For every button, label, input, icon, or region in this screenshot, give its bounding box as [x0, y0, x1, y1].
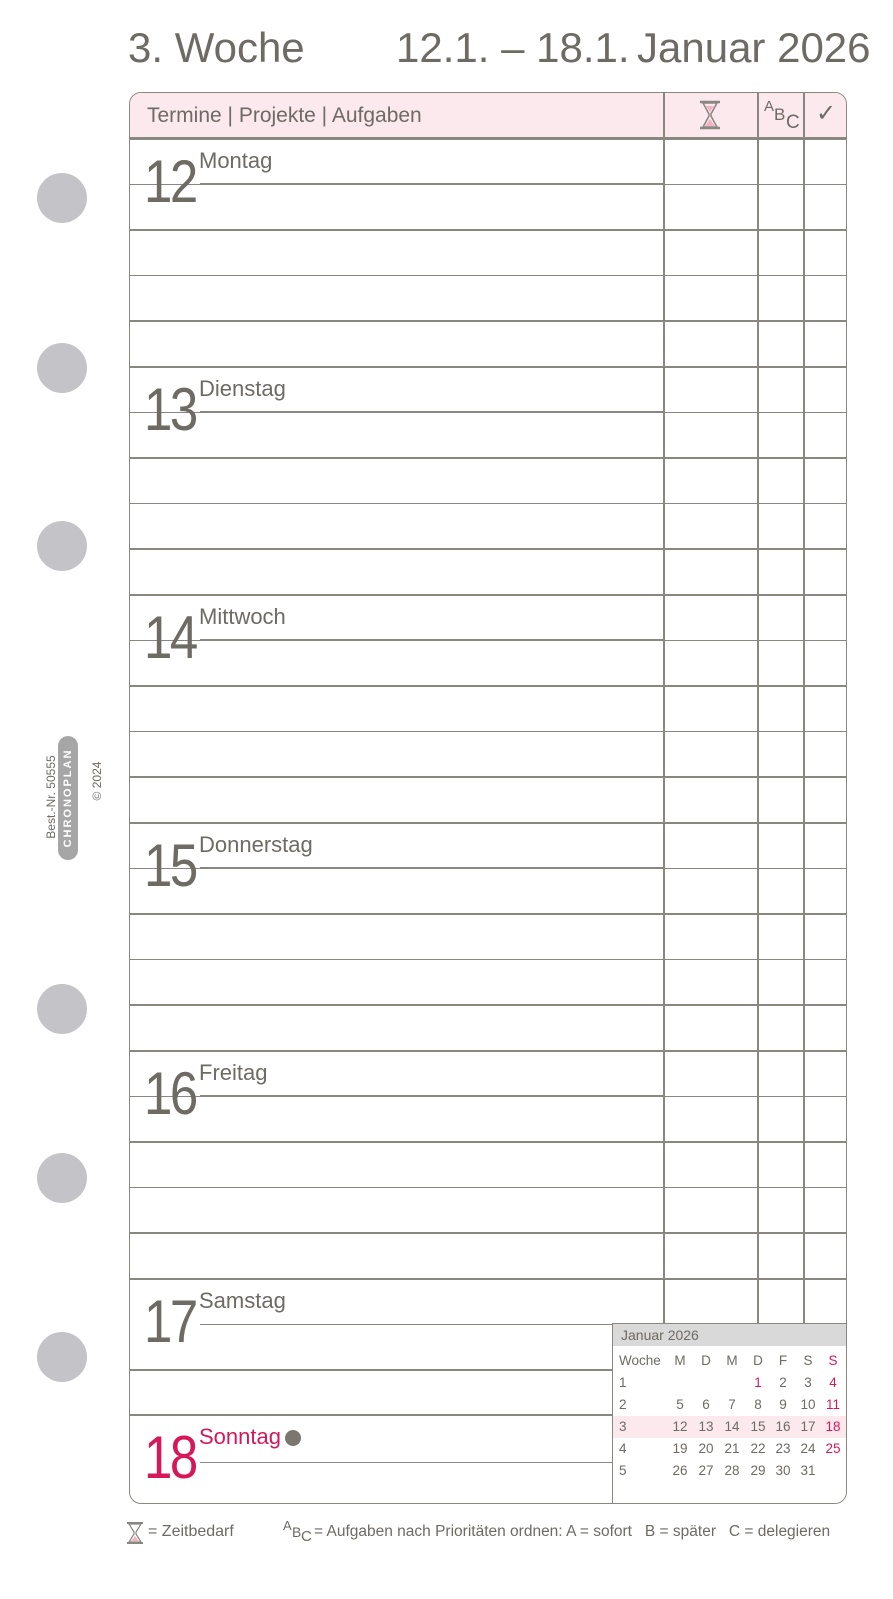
- weekday-header: D: [701, 1353, 711, 1368]
- time-tick: [663, 732, 665, 745]
- date-cell: 26: [672, 1463, 688, 1478]
- side-imprint: [34, 748, 104, 850]
- time-tick: [663, 1233, 665, 1246]
- week-number: 2: [619, 1397, 627, 1412]
- time-tick: [663, 367, 665, 380]
- day-name: Sonntag: [199, 1424, 281, 1449]
- date-cell: 20: [698, 1441, 714, 1456]
- date-cell: 28: [724, 1463, 740, 1478]
- row-line: [130, 1004, 846, 1006]
- mini-calendar-week: [613, 1372, 847, 1394]
- date-cell: 11: [825, 1397, 840, 1412]
- day-number: 16: [144, 1060, 196, 1127]
- copyright: © 2024: [90, 761, 104, 801]
- time-tick: [663, 1097, 665, 1110]
- day-separator: [130, 138, 846, 140]
- time-tick: [663, 1142, 665, 1155]
- day-name: Donnerstag: [199, 832, 313, 857]
- mini-calendar-week: [613, 1394, 847, 1416]
- day-separator: [130, 1414, 612, 1416]
- order-number: Best.-Nr. 50555: [44, 755, 58, 839]
- priority-a: A: [764, 98, 775, 115]
- date-cell: 24: [800, 1441, 816, 1456]
- day-number: 12: [144, 148, 196, 215]
- day-number: 14: [144, 604, 196, 671]
- day-separator: [130, 1050, 846, 1052]
- mini-calendar-title: Januar 2026: [613, 1324, 847, 1346]
- mini-calendar-week: [613, 1460, 847, 1482]
- weekday-header: M: [726, 1353, 738, 1368]
- row-line: [130, 275, 846, 277]
- day-number: 18: [144, 1424, 196, 1491]
- row-line: [130, 320, 846, 322]
- date-cell: 12: [672, 1419, 688, 1434]
- day-separator: [130, 366, 846, 368]
- week-number: 3: [619, 1419, 627, 1434]
- day-name: Dienstag: [199, 376, 286, 401]
- row-line: [130, 913, 846, 915]
- row-line: [130, 1369, 612, 1371]
- day-name: Samstag: [199, 1288, 286, 1313]
- date-cell: 14: [724, 1419, 740, 1434]
- priority-legend: = Aufgaben nach Prioritäten ordnen: A = sofort B = später C = delegieren: [314, 1523, 831, 1540]
- time-tick: [663, 869, 665, 882]
- priority-column-divider: [757, 93, 759, 1323]
- time-tick: [663, 1051, 665, 1064]
- date-cell: 9: [779, 1397, 787, 1412]
- time-tick: [663, 595, 665, 608]
- legend-prio-c: C: [301, 1528, 312, 1545]
- date-cell: 25: [825, 1441, 841, 1456]
- row-line: [130, 1187, 846, 1189]
- time-tick: [663, 185, 665, 198]
- row-line: [130, 685, 846, 687]
- planner-grid: [129, 92, 847, 1504]
- brand-logo: CHRONOPLAN: [58, 736, 78, 860]
- punch-hole: [37, 984, 87, 1034]
- row-line: [130, 457, 846, 459]
- time-tick: [663, 1005, 665, 1018]
- date-cell: 19: [672, 1441, 688, 1456]
- weekday-header: D: [753, 1353, 763, 1368]
- punch-hole: [37, 343, 87, 393]
- date-cell: 7: [728, 1397, 736, 1412]
- row-line: [130, 731, 846, 733]
- priority-c: C: [786, 112, 800, 133]
- time-tick: [663, 823, 665, 836]
- day-separator: [130, 1278, 846, 1280]
- mini-calendar-week: [613, 1438, 847, 1460]
- row-line: [130, 1232, 846, 1234]
- date-range: 12.1. – 18.1.: [396, 24, 630, 71]
- date-cell: 6: [702, 1397, 710, 1412]
- date-cell: 15: [750, 1419, 766, 1434]
- day-number: 13: [144, 376, 196, 443]
- date-cell: 23: [775, 1441, 791, 1456]
- day-name-underline: [200, 639, 663, 641]
- day-name: Montag: [199, 148, 273, 173]
- time-tick: [663, 1279, 665, 1292]
- time-tick: [663, 504, 665, 517]
- weekday-header: F: [778, 1353, 788, 1368]
- week-number: 1: [619, 1375, 627, 1390]
- date-cell: 3: [804, 1375, 812, 1390]
- week-number: 4: [619, 1441, 627, 1456]
- weekday-header: M: [674, 1353, 686, 1368]
- date-cell: 1: [754, 1375, 762, 1390]
- priority-b: B: [774, 105, 786, 124]
- day-name-underline: [200, 867, 663, 869]
- day-name-underline: [200, 183, 663, 185]
- day-name-underline: [200, 1324, 612, 1326]
- hourglass-icon: [127, 1522, 143, 1544]
- time-legend: = Zeitbedarf: [148, 1523, 234, 1540]
- date-cell: 21: [724, 1441, 740, 1456]
- date-cell: 5: [676, 1397, 684, 1412]
- month-year: Januar 2026: [637, 24, 871, 71]
- day-number: 15: [144, 832, 196, 899]
- date-cell: 17: [800, 1419, 816, 1434]
- row-line: [130, 229, 846, 231]
- date-cell: 30: [775, 1463, 791, 1478]
- priority-column-label: [762, 96, 802, 134]
- check-column-label: ✓: [816, 100, 837, 127]
- row-line: [130, 959, 846, 961]
- date-cell: 13: [698, 1419, 714, 1434]
- legend-prio-a: A: [283, 1518, 292, 1533]
- time-tick: [663, 641, 665, 654]
- row-line: [130, 1141, 846, 1143]
- weekday-header: S: [803, 1353, 813, 1368]
- punch-hole: [37, 1153, 87, 1203]
- date-cell: 22: [750, 1441, 766, 1456]
- time-tick: [663, 139, 665, 152]
- day-name-underline: [200, 411, 663, 413]
- time-tick: [663, 914, 665, 927]
- date-cell: 29: [750, 1463, 766, 1478]
- weekday-header: S: [828, 1353, 838, 1368]
- time-tick: [663, 549, 665, 562]
- legend-prio-b: B: [292, 1524, 302, 1540]
- check-column-divider: [803, 93, 805, 1323]
- mini-calendar: [612, 1323, 847, 1504]
- date-cell: 31: [800, 1463, 816, 1478]
- date-cell: 8: [754, 1397, 762, 1412]
- sunday-dot: [285, 1430, 301, 1446]
- time-tick: [663, 1188, 665, 1201]
- week-header: Woche: [619, 1353, 661, 1368]
- day-separator: [130, 594, 846, 596]
- date-cell: 4: [829, 1375, 837, 1390]
- time-tick: [663, 230, 665, 243]
- date-cell: 2: [779, 1375, 787, 1390]
- day-number: 17: [144, 1288, 196, 1355]
- week-number: 5: [619, 1463, 627, 1478]
- mini-calendar-week: [613, 1416, 847, 1438]
- day-name-underline: [200, 1095, 663, 1097]
- row-line: [130, 548, 846, 550]
- punch-hole: [37, 521, 87, 571]
- column-header: [130, 93, 846, 138]
- day-name-underline: [200, 1462, 612, 1464]
- day-name: Freitag: [199, 1060, 268, 1085]
- time-tick: [663, 321, 665, 334]
- time-tick: [663, 777, 665, 790]
- mini-calendar-header: [613, 1350, 847, 1372]
- date-cell: 27: [698, 1463, 714, 1478]
- time-tick: [663, 960, 665, 973]
- date-cell: 16: [775, 1419, 791, 1434]
- row-line: [130, 503, 846, 505]
- punch-hole: [37, 1332, 87, 1382]
- day-separator: [130, 822, 846, 824]
- date-cell: 10: [800, 1397, 816, 1412]
- punch-hole: [37, 173, 87, 223]
- day-name: Mittwoch: [199, 604, 286, 629]
- main-column-label: Termine | Projekte | Aufgaben: [147, 104, 422, 127]
- row-line: [130, 776, 846, 778]
- time-tick: [663, 276, 665, 289]
- hourglass-icon: [699, 100, 721, 130]
- week-number: 3. Woche: [128, 24, 305, 71]
- time-tick: [663, 413, 665, 426]
- time-tick: [663, 458, 665, 471]
- time-tick: [663, 686, 665, 699]
- date-cell: 18: [825, 1419, 841, 1434]
